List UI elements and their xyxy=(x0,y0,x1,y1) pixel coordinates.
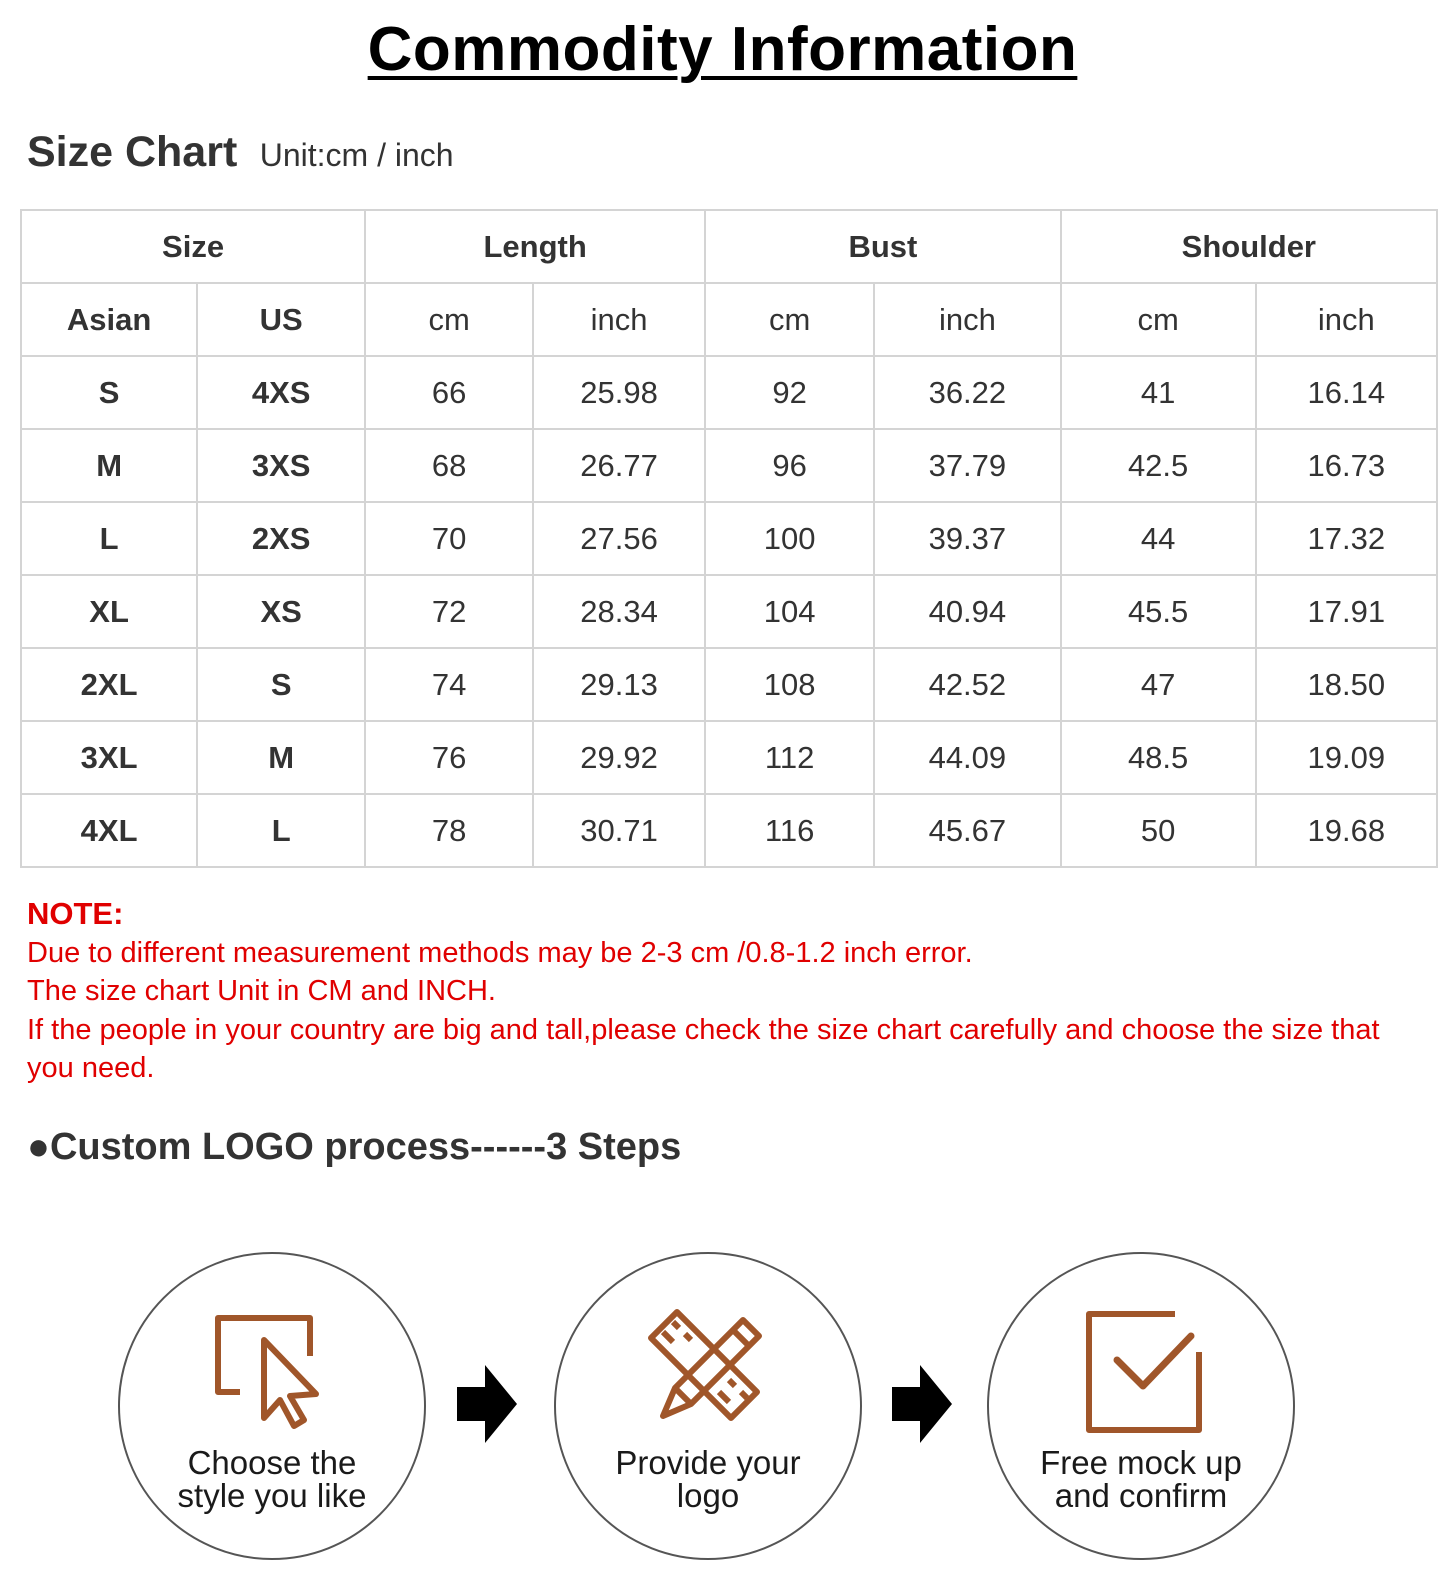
table-cell: 74 xyxy=(365,648,533,721)
table-cell: 26.77 xyxy=(533,429,705,502)
table-cell: 2XL xyxy=(21,648,197,721)
sub-header-shoulder-cm: cm xyxy=(1061,283,1256,356)
step-label-line: and confirm xyxy=(1054,1477,1228,1514)
note-block xyxy=(27,895,1427,1088)
table-row xyxy=(21,575,1437,648)
table-cell: 45.67 xyxy=(874,794,1061,867)
table-cell: 16.73 xyxy=(1256,429,1437,502)
size-chart-table xyxy=(20,209,1438,868)
custom-logo-heading: ●Custom LOGO process------3 Steps xyxy=(27,1126,682,1168)
group-header-size: Size xyxy=(21,210,365,283)
table-cell: 19.09 xyxy=(1256,721,1437,794)
step-label-line: Free mock up xyxy=(1040,1444,1242,1481)
table-cell: 41 xyxy=(1061,356,1256,429)
table-cell: 3XS xyxy=(197,429,365,502)
table-cell: XL xyxy=(21,575,197,648)
sub-header-us: US xyxy=(197,283,365,356)
table-cell: 4XL xyxy=(21,794,197,867)
note-label: NOTE: xyxy=(27,896,124,931)
step-mock-up-confirm xyxy=(987,1252,1295,1560)
table-cell: 48.5 xyxy=(1061,721,1256,794)
table-row xyxy=(21,794,1437,867)
table-cell: L xyxy=(197,794,365,867)
table-cell: 29.13 xyxy=(533,648,705,721)
table-cell: 70 xyxy=(365,502,533,575)
table-row xyxy=(21,429,1437,502)
table-cell: S xyxy=(21,356,197,429)
arrow-right-icon xyxy=(890,1363,954,1445)
group-header-bust: Bust xyxy=(705,210,1061,283)
group-header-shoulder: Shoulder xyxy=(1061,210,1437,283)
table-cell: XS xyxy=(197,575,365,648)
table-cell: 17.32 xyxy=(1256,502,1437,575)
table-cell: 16.14 xyxy=(1256,356,1437,429)
sub-header-bust-cm: cm xyxy=(705,283,874,356)
sub-header-bust-inch: inch xyxy=(874,283,1061,356)
table-cell: 50 xyxy=(1061,794,1256,867)
table-cell: 66 xyxy=(365,356,533,429)
table-cell: 30.71 xyxy=(533,794,705,867)
size-table-body xyxy=(21,356,1437,867)
table-cell: M xyxy=(197,721,365,794)
sub-header-asian: Asian xyxy=(21,283,197,356)
table-cell: M xyxy=(21,429,197,502)
table-cell: 18.50 xyxy=(1256,648,1437,721)
step-label-line: Choose the xyxy=(187,1444,357,1481)
step-choose-style xyxy=(118,1252,426,1560)
note-line: The size chart Unit in CM and INCH. xyxy=(27,975,496,1007)
table-cell: 68 xyxy=(365,429,533,502)
table-cell: 27.56 xyxy=(533,502,705,575)
size-chart-heading xyxy=(27,128,454,177)
step-label xyxy=(120,1446,424,1512)
table-cell: 104 xyxy=(705,575,874,648)
table-row xyxy=(21,721,1437,794)
table-cell: 96 xyxy=(705,429,874,502)
table-cell: 112 xyxy=(705,721,874,794)
table-cell: 39.37 xyxy=(874,502,1061,575)
table-cell: 76 xyxy=(365,721,533,794)
size-chart-unit: Unit:cm / inch xyxy=(259,137,454,173)
table-cell: 28.34 xyxy=(533,575,705,648)
table-cell: 25.98 xyxy=(533,356,705,429)
table-cell: S xyxy=(197,648,365,721)
group-header-length: Length xyxy=(365,210,705,283)
step-label xyxy=(989,1446,1293,1512)
table-cell: 116 xyxy=(705,794,874,867)
step-label-line: logo xyxy=(676,1477,740,1514)
page-title: Commodity Information xyxy=(367,15,1078,84)
arrow-right-icon xyxy=(455,1363,519,1445)
table-cell: 78 xyxy=(365,794,533,867)
table-cell: 37.79 xyxy=(874,429,1061,502)
table-cell: 100 xyxy=(705,502,874,575)
table-cell: 44 xyxy=(1061,502,1256,575)
table-cell: 45.5 xyxy=(1061,575,1256,648)
table-group-header-row xyxy=(21,210,1437,283)
sub-header-length-inch: inch xyxy=(533,283,705,356)
table-cell: 108 xyxy=(705,648,874,721)
table-cell: 3XL xyxy=(21,721,197,794)
table-cell: 42.5 xyxy=(1061,429,1256,502)
table-cell: 17.91 xyxy=(1256,575,1437,648)
step-label-line: Provide your xyxy=(615,1444,801,1481)
note-line: If the people in your country are big and tall,please check the size chart carefully and choose the size that you need. xyxy=(27,1013,1380,1084)
cursor-click-icon xyxy=(202,1296,342,1436)
table-cell: 40.94 xyxy=(874,575,1061,648)
step-label-line: style you like xyxy=(177,1477,367,1514)
step-label xyxy=(556,1446,860,1512)
table-cell: 4XS xyxy=(197,356,365,429)
table-cell: 72 xyxy=(365,575,533,648)
sub-header-length-cm: cm xyxy=(365,283,533,356)
checkbox-icon xyxy=(1071,1296,1211,1436)
table-cell: 44.09 xyxy=(874,721,1061,794)
table-row xyxy=(21,356,1437,429)
table-cell: L xyxy=(21,502,197,575)
table-row xyxy=(21,648,1437,721)
step-provide-logo xyxy=(554,1252,862,1560)
pencil-ruler-icon xyxy=(633,1296,783,1436)
table-cell: 47 xyxy=(1061,648,1256,721)
table-cell: 42.52 xyxy=(874,648,1061,721)
table-sub-header-row xyxy=(21,283,1437,356)
table-cell: 19.68 xyxy=(1256,794,1437,867)
sub-header-shoulder-inch: inch xyxy=(1256,283,1437,356)
note-line: Due to different measurement methods may be 2-3 cm /0.8-1.2 inch error. xyxy=(27,936,973,969)
table-row xyxy=(21,502,1437,575)
table-cell: 29.92 xyxy=(533,721,705,794)
table-cell: 2XS xyxy=(197,502,365,575)
size-chart-title: Size Chart xyxy=(27,128,238,176)
table-cell: 92 xyxy=(705,356,874,429)
table-cell: 36.22 xyxy=(874,356,1061,429)
